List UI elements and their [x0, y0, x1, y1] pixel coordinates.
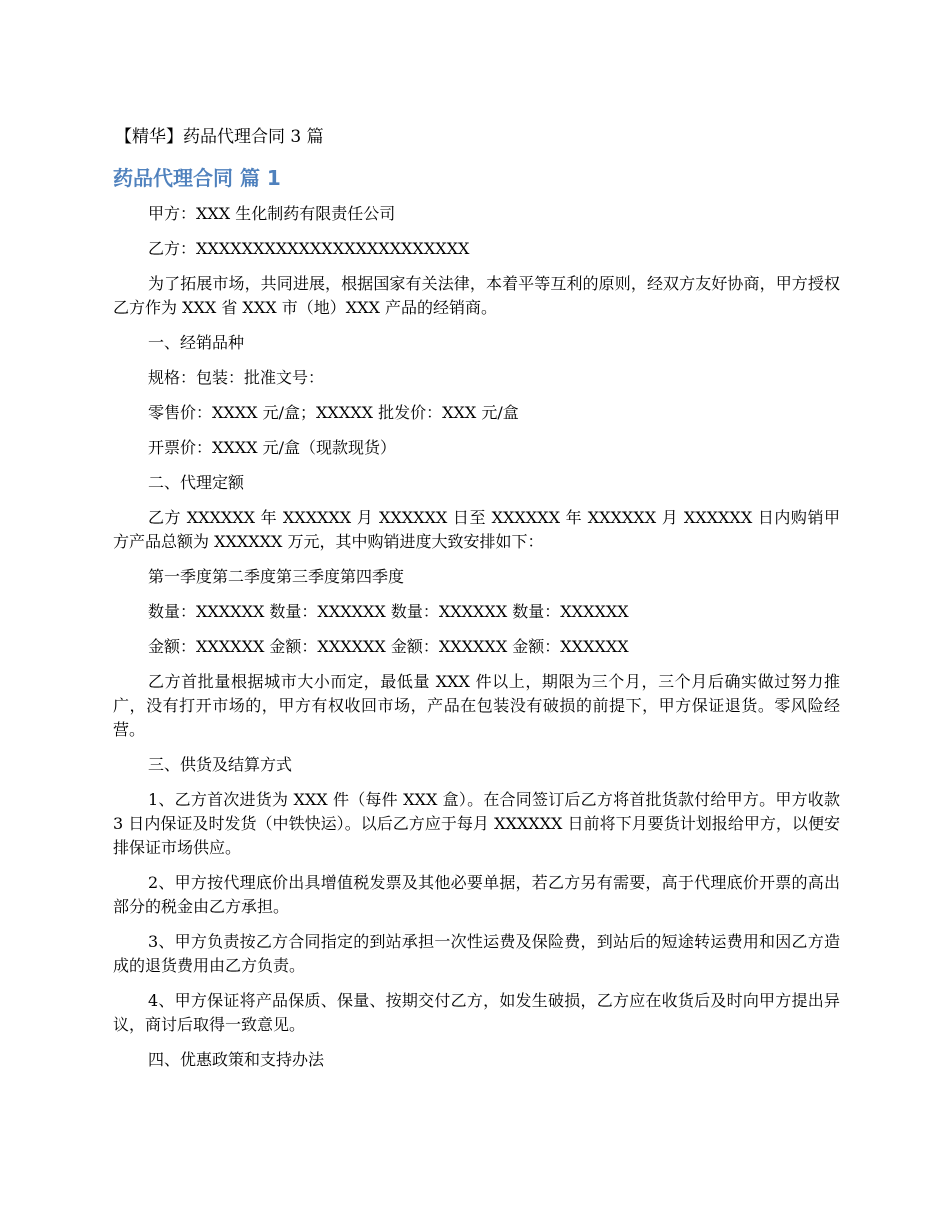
section-2-heading: 二、代理定额 — [148, 473, 245, 492]
first-batch-paragraph: 乙方首批量根据城市大小而定，最低量 XXX 件以上，期限为三个月，三个月后确实做过努力推广，没有打开市场的，甲方有权收回市场，产品在包装没有破损的前提下，甲方保证退货。零风险经营。 — [113, 672, 840, 739]
document-title: 【精华】药品代理合同 3 篇 — [115, 127, 324, 147]
supply-clause-2: 2、甲方按代理底价出具增值税发票及其他必要单据，若乙方另有需要，高于代理底价开票的高出部分的税金由乙方承担。 — [113, 873, 840, 916]
section-1-heading: 一、经销品种 — [148, 333, 245, 352]
section-3-heading: 三、供货及结算方式 — [148, 755, 293, 774]
quota-paragraph: 乙方 XXXXXX 年 XXXXXX 月 XXXXXX 日至 XXXXXX 年 XXXXXX 月 XXXXXX 日内购销甲方产品总额为 XXXXXX 万元，其中购销进度大致安排如下： — [113, 508, 840, 551]
intro-paragraph: 为了拓展市场，共同进展，根据国家有关法律，本着平等互利的原则，经双方友好协商，甲方授权乙方作为 XXX 省 XXX 市（地）XXX 产品的经销商。 — [113, 274, 840, 317]
amount-line: 金额：XXXXXX 金额：XXXXXX 金额：XXXXXX 金额：XXXXXX — [148, 637, 629, 656]
supply-clause-4: 4、甲方保证将产品保质、保量、按期交付乙方，如发生破损，乙方应在收货后及时向甲方提出异议，商讨后取得一致意见。 — [113, 991, 840, 1034]
section-heading: 药品代理合同 篇 1 — [113, 166, 281, 190]
quantity-line: 数量：XXXXXX 数量：XXXXXX 数量：XXXXXX 数量：XXXXXX — [148, 602, 629, 621]
invoice-price-line: 开票价：XXXX 元/盒（现款现货） — [148, 438, 397, 457]
section-4-heading: 四、优惠政策和支持办法 — [148, 1050, 325, 1069]
party-a-line: 甲方：XXX 生化制药有限责任公司 — [148, 204, 396, 223]
supply-clause-3: 3、甲方负责按乙方合同指定的到站承担一次性运费及保险费，到站后的短途转运费用和因乙方造成的退货费用由乙方负责。 — [113, 932, 840, 975]
supply-clause-1: 1、乙方首次进货为 XXX 件（每件 XXX 盒）。在合同签订后乙方将首批货款付给甲方。甲方收款 3 日内保证及时发货（中铁快运）。以后乙方应于每月 XXXXXX 日前将下月要货计划报给甲方，以便安排保证市场供应。 — [113, 790, 840, 857]
retail-price-line: 零售价：XXXX 元/盒；XXXXX 批发价：XXX 元/盒 — [148, 403, 519, 422]
quarters-line: 第一季度第二季度第三季度第四季度 — [148, 567, 405, 586]
spec-line: 规格：包装：批准文号： — [148, 368, 325, 387]
document-body — [113, 202, 840, 1083]
party-b-line: 乙方：XXXXXXXXXXXXXXXXXXXXXXXX — [148, 239, 470, 258]
